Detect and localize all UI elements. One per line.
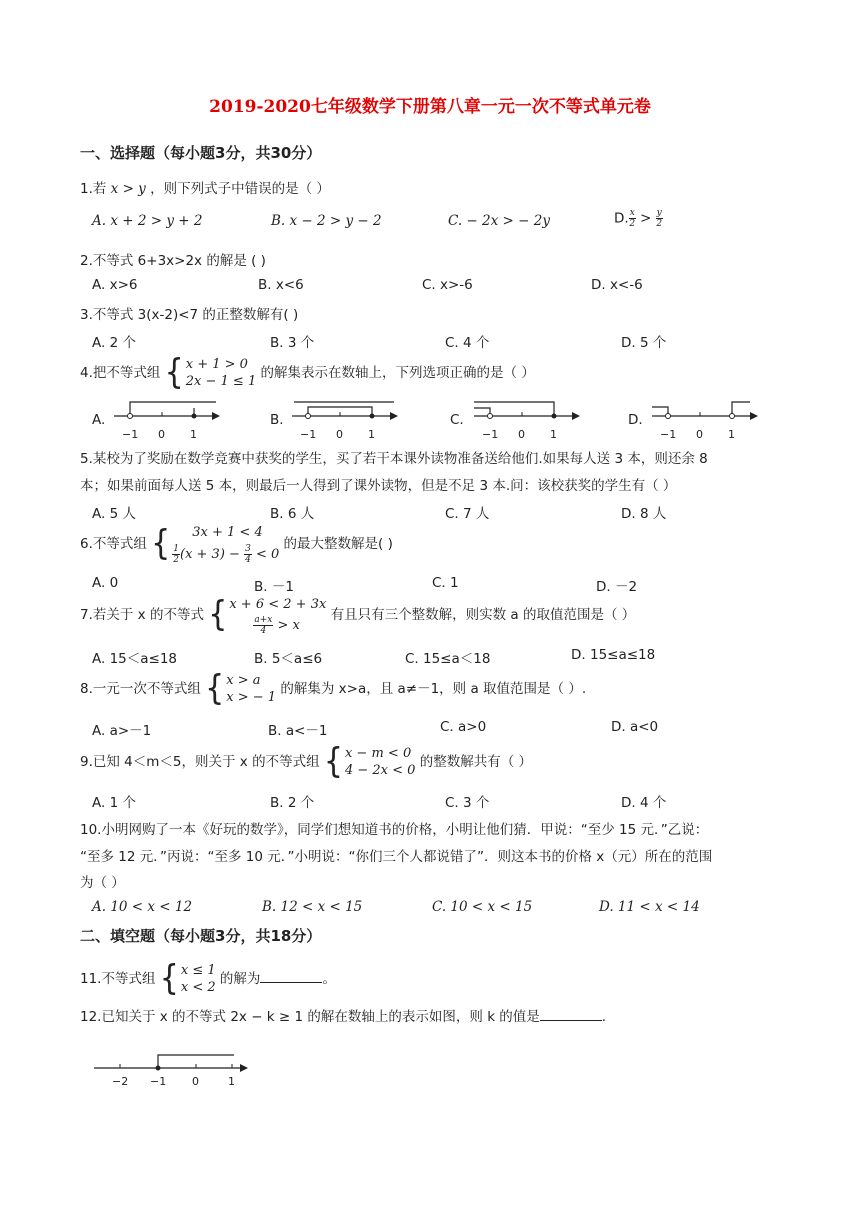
q5-option-c: C. 7 人 bbox=[445, 506, 490, 522]
q8-option-b: B. a<－1 bbox=[268, 723, 328, 739]
q12-text: 12.已知关于 x 的不等式 2x − k ≥ 1 的解在数轴上的表示如图，则 k 的值是 bbox=[80, 1009, 540, 1025]
q11-answer-blank[interactable] bbox=[260, 970, 322, 983]
q7-brace: { bbox=[208, 594, 228, 635]
q6-option-c: C. 1 bbox=[432, 575, 459, 591]
question-12 bbox=[80, 1005, 606, 1025]
q11-suffix: 的解为 bbox=[215, 971, 261, 987]
q7-suffix: 有且只有三个整数解，则实数 a 的取值范围是（ ） bbox=[326, 607, 636, 623]
question-10-line-1: 10.小明网购了一本《好玩的数学》，同学们想知道书的价格，小明让他们猜．甲说：“至少 15 元．”乙说： bbox=[80, 822, 709, 838]
q3-option-a: A. 2 个 bbox=[92, 335, 136, 351]
q11-brace: { bbox=[159, 958, 179, 999]
q6-frac2-num: 3 bbox=[245, 544, 251, 554]
q2-option-a: A. x>6 bbox=[92, 277, 138, 293]
q7-frac-den: 4 bbox=[260, 626, 267, 636]
q4-numberline-c bbox=[472, 398, 582, 444]
q6-brace: { bbox=[151, 523, 171, 564]
q7-ineq-1: x + 6 < 2 + 3x bbox=[229, 597, 327, 612]
question-5-line-1: 5.某校为了奖励在数学竞赛中获奖的学生，买了若干本课外读物准备送给他们.如果每人送 3 本，则还余 8 bbox=[80, 451, 708, 467]
q4-c-tick-1: 1 bbox=[550, 428, 557, 441]
q4-numberline-a bbox=[112, 398, 222, 444]
q3-option-d: D. 5 个 bbox=[621, 335, 667, 351]
q4-ineq-2: 2x − 1 ≤ 1 bbox=[185, 374, 257, 389]
q9-option-d: D. 4 个 bbox=[621, 795, 667, 811]
q6-suffix: 的最大整数解是( ) bbox=[279, 536, 393, 552]
q9-option-b: B. 2 个 bbox=[270, 795, 315, 811]
q9-prefix: 9.已知 4＜m＜5，则关于 x 的不等式组 bbox=[80, 754, 324, 770]
question-2: 2.不等式 6+3x>2x 的解是 ( ) bbox=[80, 253, 266, 269]
q1-d-frac-den-a: 2 bbox=[629, 219, 636, 229]
section-heading-choice: 一、选择题（每小题3分，共30分） bbox=[80, 144, 322, 162]
q7-prefix: 7.若关于 x 的不等式 bbox=[80, 607, 209, 623]
q4-d-tick-1: 1 bbox=[728, 428, 735, 441]
q4-option-d-label: D. bbox=[628, 412, 643, 428]
q1-d-frac-num-y: y bbox=[656, 208, 662, 218]
q6-frac2-den: 4 bbox=[245, 555, 251, 565]
q4-d-tick-0: 0 bbox=[696, 428, 703, 441]
q12-tick-neg1: −1 bbox=[150, 1075, 167, 1088]
q8-suffix: 的解集为 x>a，且 a≠－1，则 a 取值范围是（ ）. bbox=[276, 681, 587, 697]
q12-end: . bbox=[601, 1009, 607, 1025]
q12-tick-0: 0 bbox=[192, 1075, 199, 1088]
question-4 bbox=[80, 352, 535, 393]
question-7 bbox=[80, 594, 635, 636]
question-1 bbox=[80, 177, 330, 197]
q12-numberline bbox=[92, 1050, 252, 1090]
q6-frac1-den: 2 bbox=[173, 555, 179, 565]
q9-ineq-2: 4 − 2x < 0 bbox=[344, 763, 416, 778]
q1-prefix: 1.若 bbox=[80, 181, 111, 197]
q8-brace: { bbox=[205, 668, 225, 709]
question-5-line-2: 本；如果前面每人送 5 本，则最后一人得到了课外读物，但是不足 3 本.问：该校获奖的学生有（ ） bbox=[80, 478, 677, 494]
q12-tick-1: 1 bbox=[228, 1075, 235, 1088]
q4-a-tick-0: 0 bbox=[158, 428, 165, 441]
q4-option-b-label: B. bbox=[270, 412, 284, 428]
question-10-line-3: 为（ ） bbox=[80, 875, 125, 891]
page-title: 2019-2020七年级数学下册第八章一元一次不等式单元卷 bbox=[209, 97, 651, 117]
q12-tick-neg2: −2 bbox=[112, 1075, 129, 1088]
q10-option-c: C. 10 < x < 15 bbox=[432, 899, 533, 915]
q1-d-frac-den-b: 2 bbox=[656, 219, 663, 229]
q7-option-c: C. 15≤a＜18 bbox=[405, 651, 491, 667]
q10-option-b: B. 12 < x < 15 bbox=[262, 899, 363, 915]
q8-ineq-2: x > − 1 bbox=[226, 690, 277, 705]
q4-c-tick-neg1: −1 bbox=[482, 428, 499, 441]
question-10-line-2: “至多 12 元．”丙说：“至多 10 元．”小明说：“你们三个人都说错了”．则这本书的价格 x（元）所在的范围 bbox=[80, 849, 713, 865]
question-11 bbox=[80, 958, 336, 999]
q7-frac-num: a+x bbox=[254, 615, 273, 625]
question-9 bbox=[80, 741, 533, 782]
q5-option-a: A. 5 人 bbox=[92, 506, 136, 522]
q12-answer-blank[interactable] bbox=[540, 1008, 602, 1021]
q10-option-a: A. 10 < x < 12 bbox=[92, 899, 193, 915]
q1-option-a: A. x + 2 > y + 2 bbox=[92, 213, 203, 229]
q4-d-tick-neg1: −1 bbox=[660, 428, 677, 441]
q8-prefix: 8.一元一次不等式组 bbox=[80, 681, 206, 697]
q4-b-tick-1: 1 bbox=[368, 428, 375, 441]
q5-option-d: D. 8 人 bbox=[621, 506, 667, 522]
q1-option-d-label: D. bbox=[614, 210, 629, 227]
q1-option-b: B. x − 2 > y − 2 bbox=[271, 213, 382, 229]
q4-b-tick-neg1: −1 bbox=[300, 428, 317, 441]
q6-ineq-2-mid: (x + 3) − bbox=[180, 547, 240, 562]
q7-option-a: A. 15＜a≤18 bbox=[92, 651, 178, 667]
q1-condition: x > y bbox=[110, 181, 146, 197]
question-3: 3.不等式 3(x-2)<7 的正整数解有( ) bbox=[80, 307, 299, 323]
q4-prefix: 4.把不等式组 bbox=[80, 365, 165, 381]
q9-option-a: A. 1 个 bbox=[92, 795, 136, 811]
q7-option-d: D. 15≤a≤18 bbox=[571, 647, 656, 663]
q8-option-c: C. a>0 bbox=[440, 719, 487, 735]
q6-option-b: B. －1 bbox=[254, 579, 294, 595]
q1-option-d: D. $\frac{x}{2}$ > $\frac{y}{2}$ bbox=[614, 208, 663, 229]
q4-c-tick-0: 0 bbox=[518, 428, 525, 441]
q4-numberline-d bbox=[650, 398, 760, 444]
q4-a-tick-1: 1 bbox=[190, 428, 197, 441]
q9-suffix: 的整数解共有（ ） bbox=[415, 754, 533, 770]
q9-brace: { bbox=[323, 741, 343, 782]
q4-a-tick-neg1: −1 bbox=[122, 428, 139, 441]
q6-ineq-2-end: < 0 bbox=[255, 547, 280, 562]
q4-option-a-label: A. bbox=[92, 412, 106, 428]
q11-ineq-1: x ≤ 1 bbox=[180, 963, 216, 978]
q11-prefix: 11.不等式组 bbox=[80, 971, 160, 987]
q5-option-b: B. 6 人 bbox=[270, 506, 315, 522]
q1-d-frac-num-x: x bbox=[629, 208, 635, 218]
q7-ineq-2-end: > x bbox=[277, 618, 300, 633]
q3-option-c: C. 4 个 bbox=[445, 335, 490, 351]
q1-option-c: C. − 2x > − 2y bbox=[448, 213, 550, 229]
q3-option-b: B. 3 个 bbox=[270, 335, 315, 351]
q8-ineq-1: x > a bbox=[226, 673, 261, 688]
q4-suffix: 的解集表示在数轴上，下列选项正确的是（ ） bbox=[256, 365, 535, 381]
q6-option-a: A. 0 bbox=[92, 575, 119, 591]
q2-option-b: B. x<6 bbox=[258, 277, 304, 293]
q9-ineq-1: x − m < 0 bbox=[344, 746, 412, 761]
q2-option-d: D. x<-6 bbox=[591, 277, 643, 293]
q6-ineq-1: 3x + 1 < 4 bbox=[192, 525, 263, 540]
q10-option-d: D. 11 < x < 14 bbox=[599, 899, 700, 915]
q1-suffix: ，则下列式子中错误的是（ ） bbox=[145, 181, 330, 197]
q8-option-a: A. a>－1 bbox=[92, 723, 152, 739]
q9-option-c: C. 3 个 bbox=[445, 795, 490, 811]
q2-option-c: C. x>-6 bbox=[422, 277, 473, 293]
q4-numberline-b bbox=[290, 398, 400, 444]
q6-prefix: 6.不等式组 bbox=[80, 536, 152, 552]
q4-brace: { bbox=[164, 352, 184, 393]
q6-option-d: D. －2 bbox=[596, 579, 638, 595]
q7-option-b: B. 5＜a≤6 bbox=[254, 651, 323, 667]
q8-option-d: D. a<0 bbox=[611, 719, 659, 735]
q11-ineq-2: x < 2 bbox=[180, 980, 216, 995]
question-8 bbox=[80, 668, 587, 709]
q4-option-c-label: C. bbox=[450, 412, 464, 428]
q4-ineq-1: x + 1 > 0 bbox=[185, 357, 248, 372]
q11-end: 。 bbox=[322, 971, 336, 987]
q4-b-tick-0: 0 bbox=[336, 428, 343, 441]
q6-frac1-num: 1 bbox=[173, 544, 179, 554]
question-6 bbox=[80, 522, 393, 566]
section-heading-fill: 二、填空题（每小题3分，共18分） bbox=[80, 927, 322, 945]
